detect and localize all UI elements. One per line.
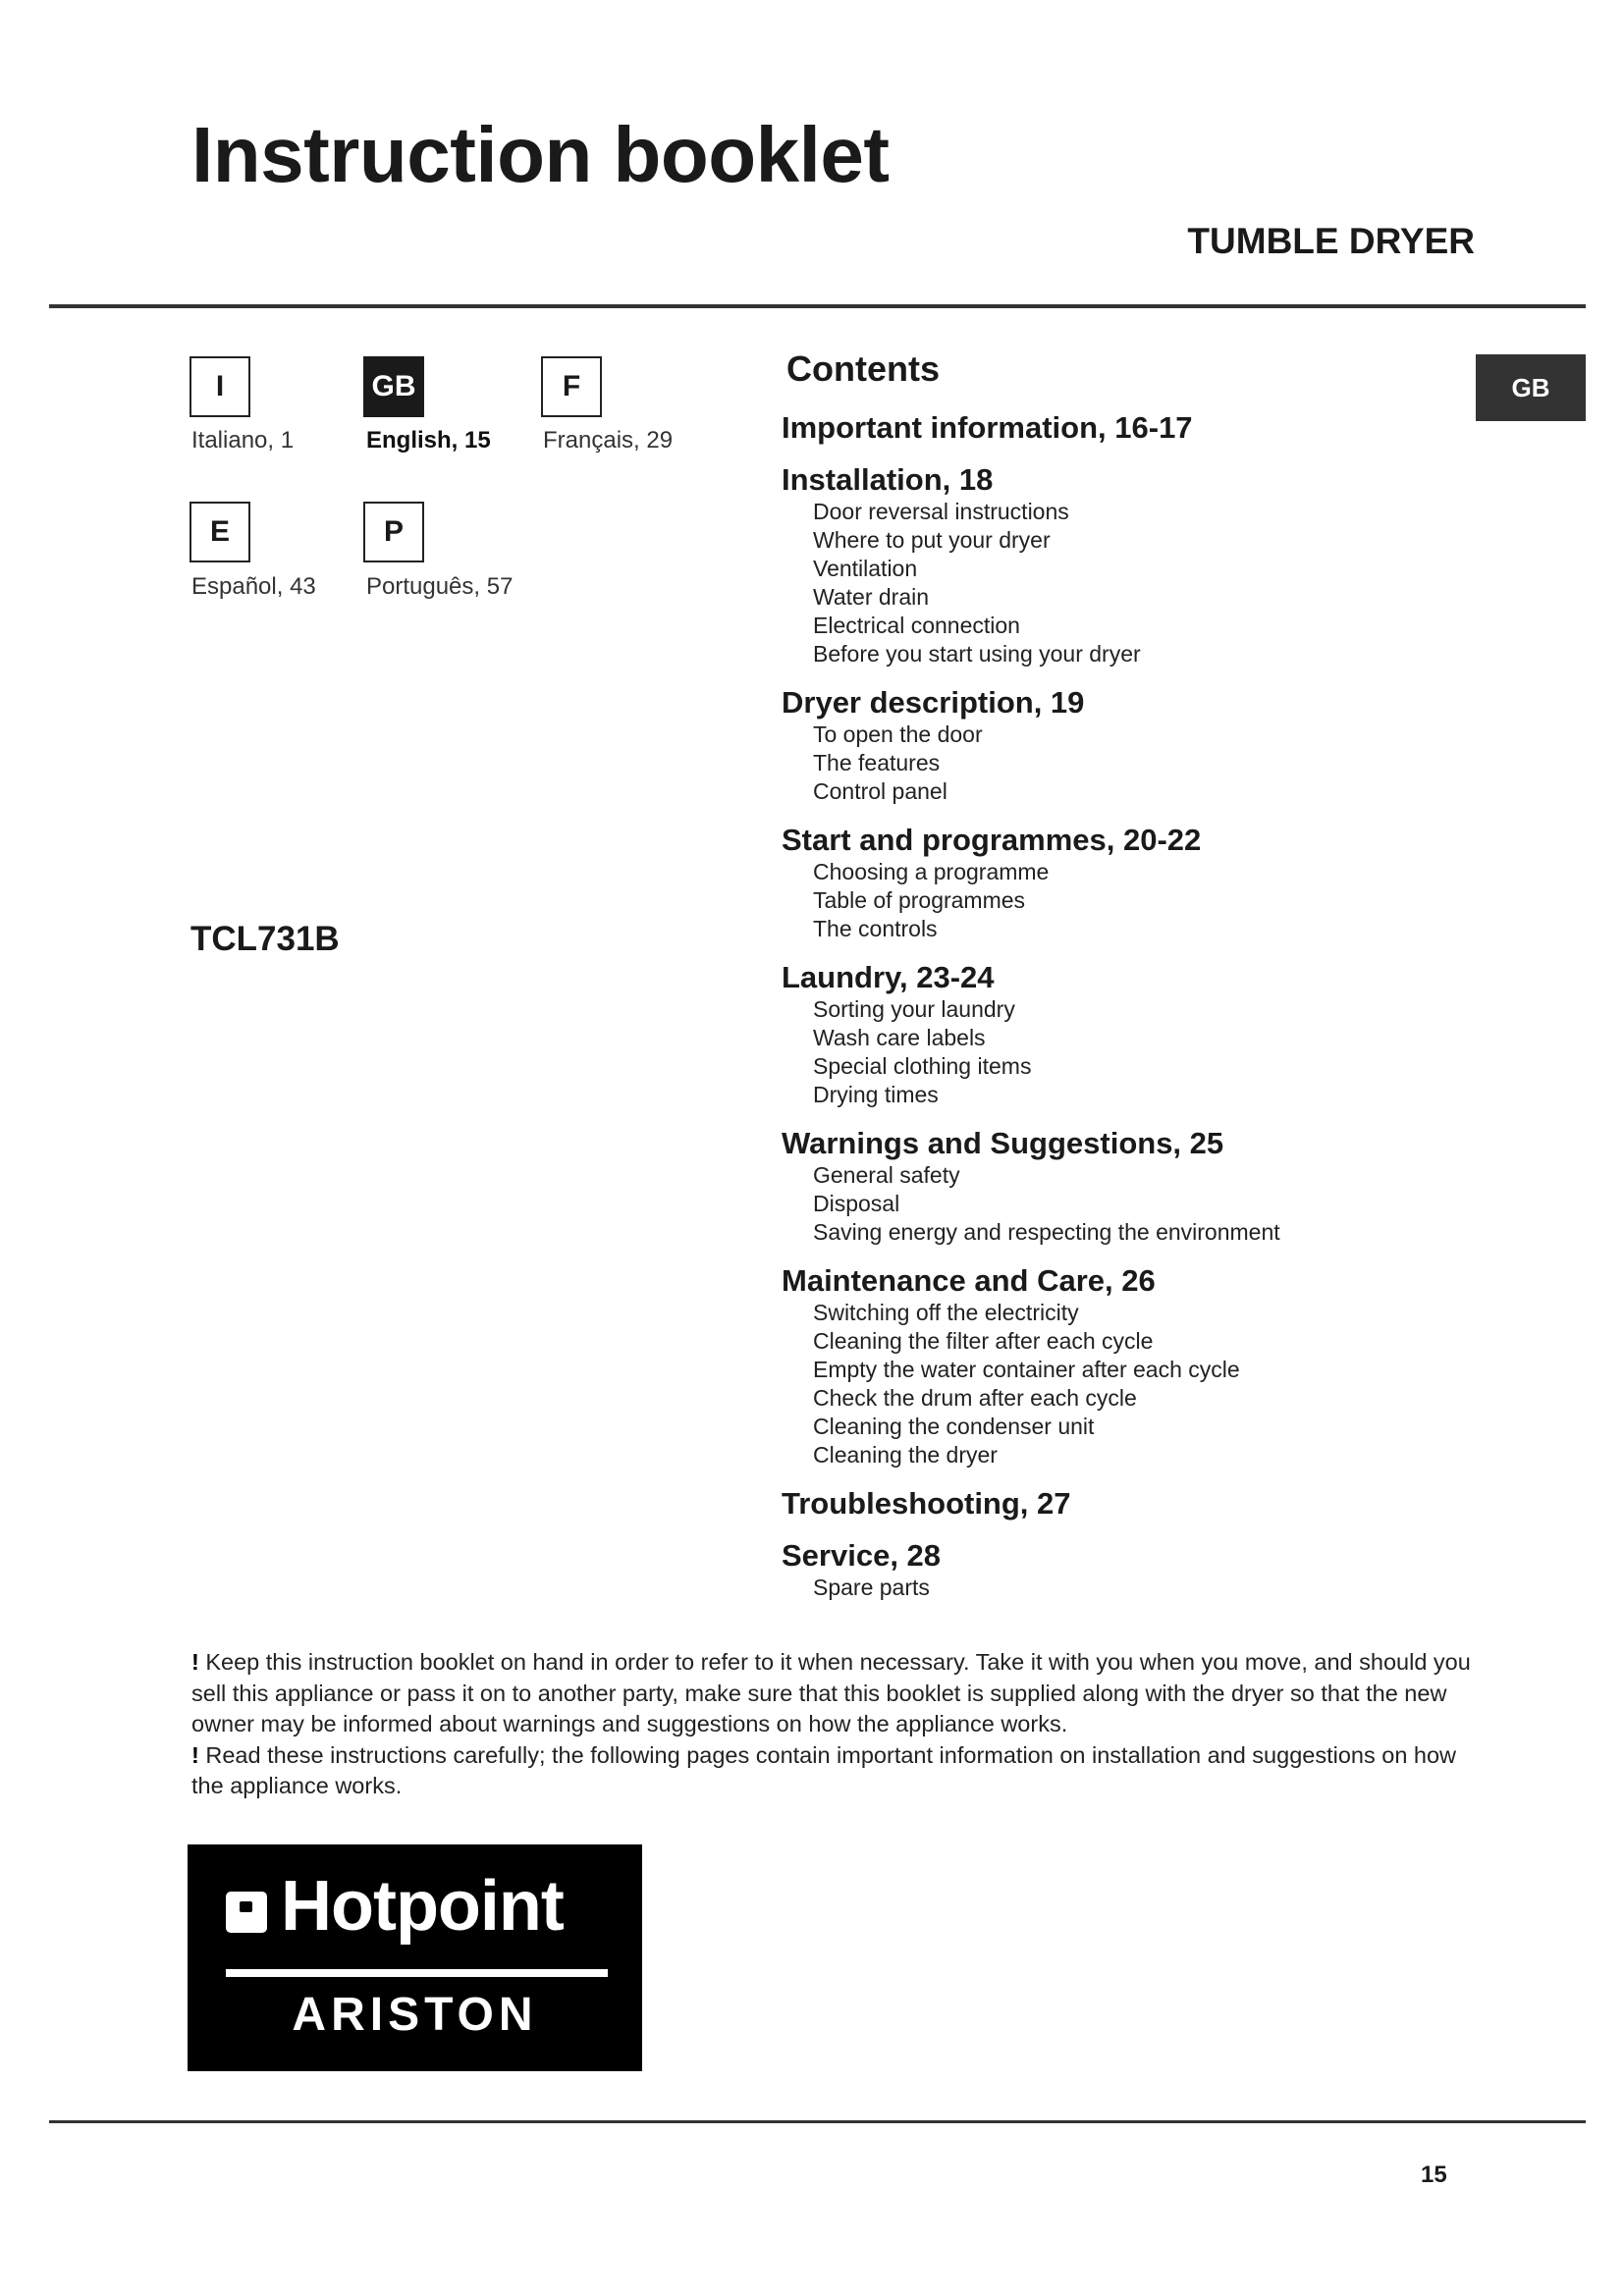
- model-number: TCL731B: [190, 920, 340, 958]
- language-box-french[interactable]: F: [541, 356, 602, 417]
- toc-subitem[interactable]: Water drain: [813, 583, 930, 610]
- toc-section: [782, 462, 1489, 668]
- toc-subitem[interactable]: Cleaning the condenser unit: [813, 1413, 1095, 1439]
- toc-subitem[interactable]: Door reversal instructions: [813, 498, 1069, 524]
- toc-subitem[interactable]: Switching off the electricity: [813, 1299, 1079, 1325]
- top-divider: [49, 304, 1586, 308]
- notes: [191, 1647, 1488, 1802]
- toc-subitem[interactable]: The features: [813, 749, 941, 775]
- toc-subitem[interactable]: Disposal: [813, 1190, 900, 1216]
- note-mark: !: [191, 1649, 199, 1675]
- toc-section-title[interactable]: Warnings and Suggestions, 25: [782, 1125, 1224, 1160]
- toc-subitem[interactable]: Empty the water container after each cycle: [813, 1356, 1240, 1382]
- toc-section-title[interactable]: Installation, 18: [782, 461, 994, 497]
- language-box-english[interactable]: GB: [363, 356, 424, 417]
- toc-section: [782, 1126, 1489, 1247]
- toc-subitem-list: [782, 858, 1489, 943]
- toc-section: [782, 1486, 1489, 1522]
- toc-subitem[interactable]: Special clothing items: [813, 1052, 1032, 1079]
- language-box-portuguese[interactable]: P: [363, 502, 424, 562]
- toc-subitem[interactable]: Spare parts: [813, 1574, 930, 1600]
- language-tab: GB: [1476, 354, 1586, 421]
- toc-subitem-list: [782, 1161, 1489, 1247]
- toc-section-title[interactable]: Troubleshooting, 27: [782, 1485, 1071, 1521]
- page-title: Instruction booklet: [191, 111, 890, 198]
- language-label-english: English, 15: [366, 427, 491, 454]
- language-box-spanish[interactable]: E: [189, 502, 250, 562]
- logo-brand-text: Hotpoint: [281, 1867, 564, 1946]
- language-label-french: Français, 29: [543, 427, 674, 454]
- toc-subitem-list: [782, 721, 1489, 806]
- note-text: Keep this instruction booklet on hand in order to refer to it when necessary. Take it with you when you move, and should you sell this appliance or pass it on to another party, make sure that this booklet is supplied along with the dryer so that the new owner may be informed about warnings and suggestions on how the appliance works.: [191, 1649, 1471, 1736]
- toc-section-title[interactable]: Start and programmes, 20-22: [782, 822, 1202, 857]
- toc-subitem[interactable]: Table of programmes: [813, 886, 1026, 913]
- toc-subitem[interactable]: Ventilation: [813, 555, 918, 581]
- toc-subitem[interactable]: The controls: [813, 915, 938, 941]
- toc-section: [782, 685, 1489, 806]
- toc-subitem-list: [782, 1299, 1489, 1469]
- toc-section-title[interactable]: Dryer description, 19: [782, 684, 1085, 720]
- toc-subitem[interactable]: Where to put your dryer: [813, 526, 1051, 553]
- note-mark: !: [191, 1741, 199, 1768]
- toc-subitem[interactable]: Control panel: [813, 777, 947, 804]
- toc-section: [782, 823, 1489, 943]
- logo-square-icon: [226, 1892, 267, 1933]
- toc-subitem[interactable]: Choosing a programme: [813, 858, 1050, 884]
- toc-subitem-list: [782, 1574, 1489, 1602]
- note-text: Read these instructions carefully; the following pages contain important information on installation and suggestions on how the appliance works.: [191, 1741, 1457, 1798]
- table-of-contents: [782, 349, 1489, 1619]
- toc-subitem[interactable]: Cleaning the filter after each cycle: [813, 1327, 1154, 1354]
- toc-section-title[interactable]: Laundry, 23-24: [782, 959, 995, 994]
- toc-section: [782, 410, 1489, 446]
- toc-section-title[interactable]: Service, 28: [782, 1537, 942, 1573]
- note: [191, 1647, 1488, 1740]
- logo-sub-text: ARISTON: [292, 1989, 538, 2041]
- toc-section-title[interactable]: Important information, 16-17: [782, 409, 1193, 445]
- toc-subitem[interactable]: Drying times: [813, 1081, 939, 1107]
- product-type: TUMBLE DRYER: [1187, 221, 1475, 261]
- toc-subitem-list: [782, 498, 1489, 668]
- language-label-spanish: Español, 43: [191, 573, 316, 600]
- toc-subitem[interactable]: Wash care labels: [813, 1024, 986, 1050]
- toc-subitem[interactable]: Sorting your laundry: [813, 995, 1015, 1022]
- toc-section: [782, 1538, 1489, 1602]
- toc-subitem[interactable]: Cleaning the dryer: [813, 1441, 998, 1468]
- toc-section: [782, 960, 1489, 1109]
- language-label-italian: Italiano, 1: [191, 427, 295, 454]
- toc-subitem[interactable]: Electrical connection: [813, 612, 1020, 638]
- toc-section: [782, 1263, 1489, 1469]
- contents-heading: Contents: [786, 348, 940, 389]
- toc-subitem[interactable]: To open the door: [813, 721, 983, 747]
- bottom-divider: [49, 2120, 1586, 2123]
- logo-divider: [226, 1969, 608, 1977]
- toc-subitem[interactable]: Before you start using your dryer: [813, 640, 1141, 667]
- toc-subitem[interactable]: Saving energy and respecting the environment: [813, 1218, 1280, 1245]
- toc-subitem-list: [782, 995, 1489, 1109]
- brand-logo: [188, 1844, 642, 2071]
- toc-section-title[interactable]: Maintenance and Care, 26: [782, 1262, 1156, 1298]
- toc-subitem[interactable]: Check the drum after each cycle: [813, 1384, 1137, 1411]
- toc-subitem[interactable]: General safety: [813, 1161, 960, 1188]
- language-box-italian[interactable]: I: [189, 356, 250, 417]
- page-number: 15: [1421, 2162, 1447, 2188]
- note: [191, 1740, 1488, 1802]
- language-label-portuguese: Português, 57: [366, 573, 514, 600]
